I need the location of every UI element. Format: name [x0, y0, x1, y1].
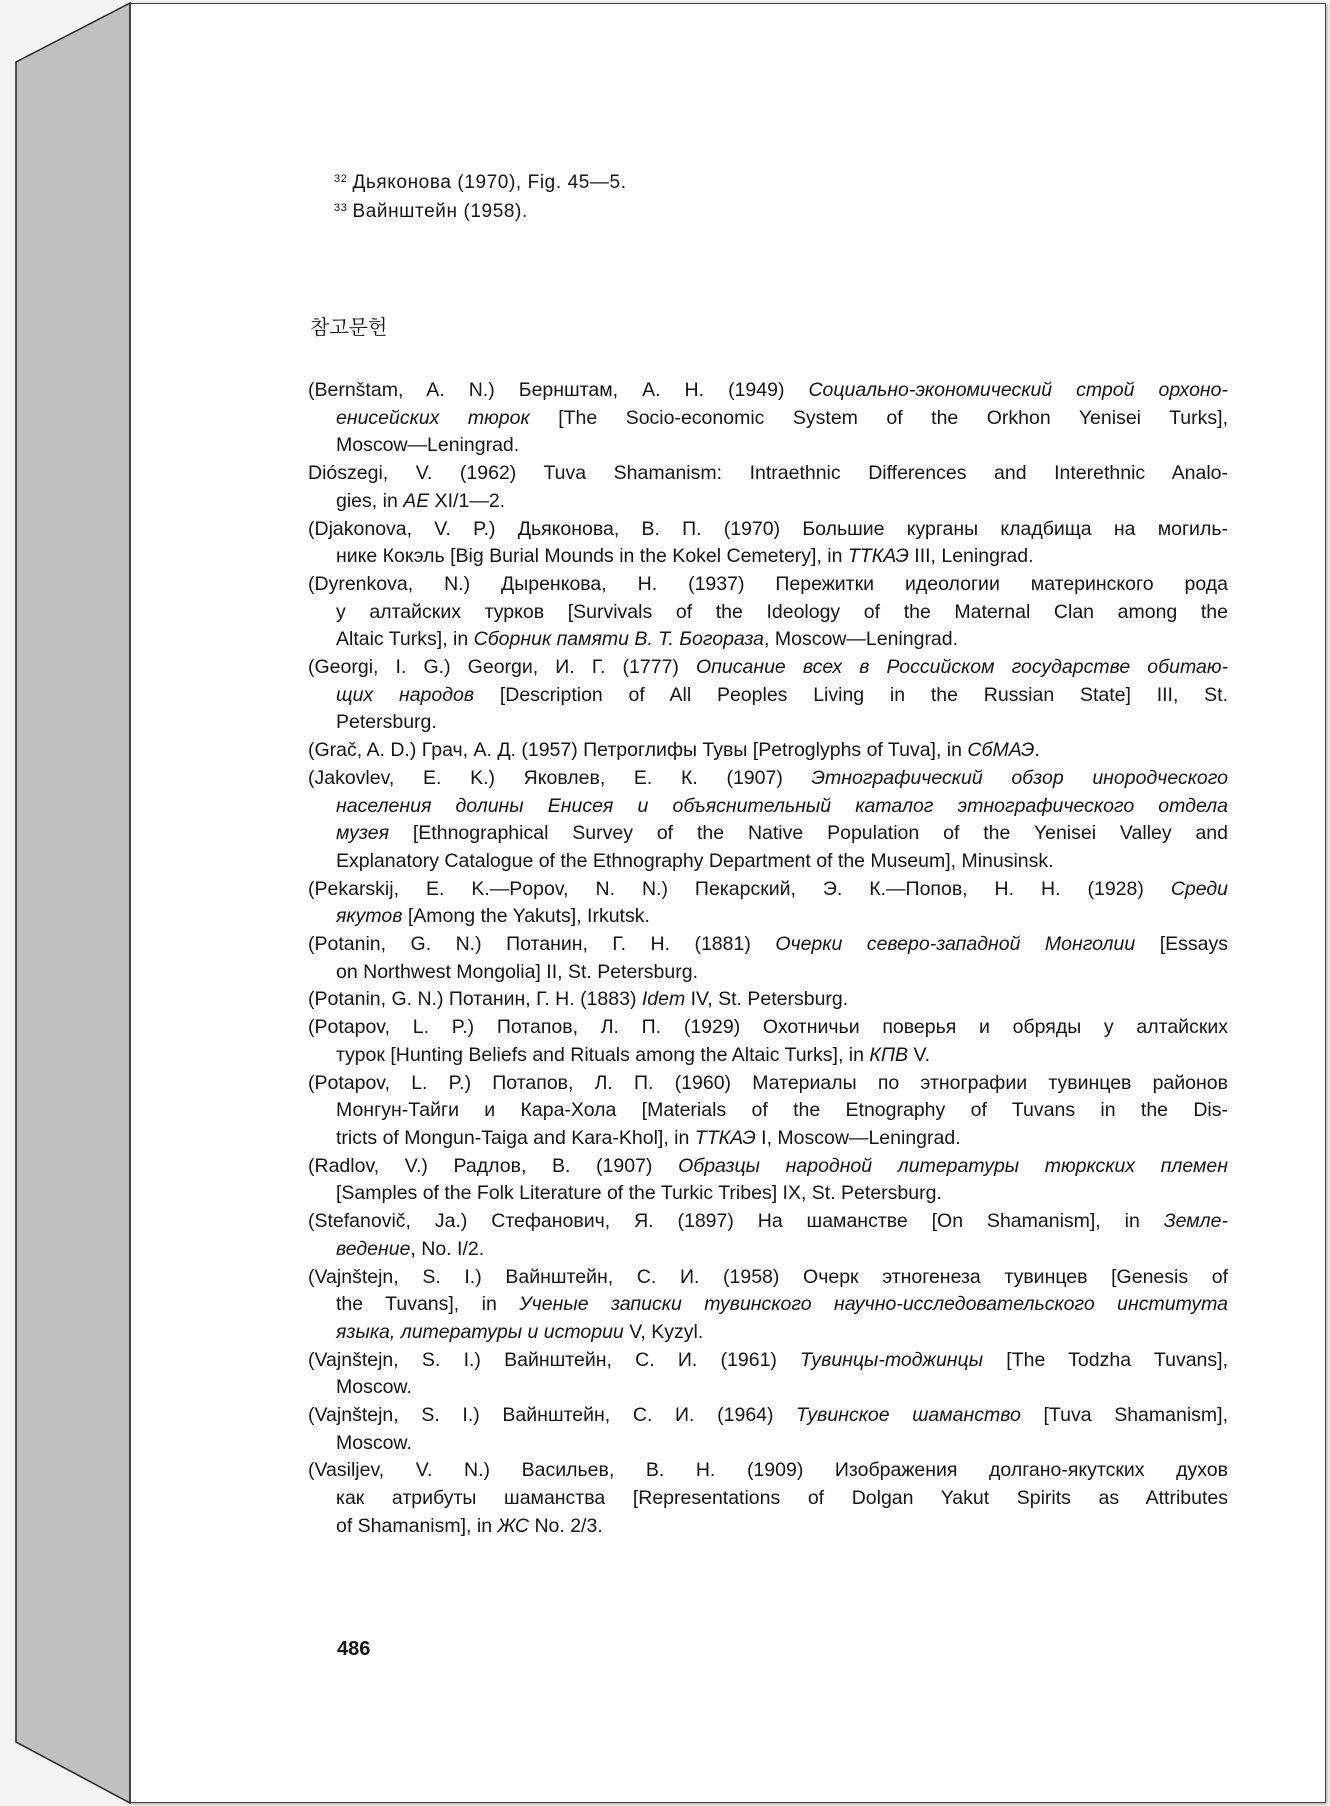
- reference-line: [308, 793, 1228, 821]
- italic-title-text: музея: [336, 822, 390, 845]
- reference-text: , Moscow—Leningrad.: [764, 628, 959, 651]
- reference-text: Diószegi, V. (1962) Tuva Shamanism: Intraethnic Differences and Interethnic Analo-: [308, 462, 1228, 485]
- italic-title-text: енисейских тюрок: [336, 406, 530, 429]
- reference-text: , No. I/2.: [410, 1237, 485, 1260]
- reference-line: [308, 1485, 1228, 1513]
- reference-line: [308, 543, 1228, 571]
- reference-text: (Pekarskij, E. K.—Popov, N. N.) Пекарский, Э. К.—Попов, Н. Н. (1928): [308, 877, 1171, 900]
- italic-title-text: Этнографический обзор инородческого: [811, 766, 1228, 789]
- reference-line: [308, 682, 1228, 710]
- reference-text: Petersburg.: [336, 711, 437, 734]
- reference-text: V, Kyzyl.: [623, 1320, 704, 1343]
- italic-title-text: ТТКАЭ: [694, 1126, 756, 1149]
- reference-line: [308, 1014, 1228, 1042]
- reference-line: [308, 599, 1228, 627]
- reference-entry: [308, 931, 1228, 986]
- italic-title-text: Тувинское шаманство: [796, 1404, 1021, 1427]
- reference-text: (Potanin, G. N.) Потанин, Г. Н. (1883): [308, 988, 642, 1011]
- reference-line: [308, 876, 1228, 904]
- reference-text: on Northwest Mongolia] II, St. Petersburg.: [336, 960, 699, 983]
- reference-text: Монгун-Тайги и Кара-Хола [Materials of the Etnography of Tuvans in the Dis-: [336, 1099, 1228, 1122]
- reference-text: IV, St. Petersburg.: [685, 988, 849, 1011]
- reference-text: Moscow.: [336, 1431, 412, 1454]
- reference-text: (Radlov, V.) Радлов, В. (1907): [308, 1154, 679, 1177]
- reference-text: как атрибуты шаманства [Representations of Dolgan Yakut Spirits as Attributes: [336, 1487, 1228, 1510]
- reference-entry: [308, 1347, 1228, 1402]
- reference-line: [308, 1070, 1228, 1098]
- footnote-number: 32: [334, 173, 348, 185]
- italic-title-text: щих народов: [336, 683, 475, 706]
- reference-line: [308, 1402, 1228, 1430]
- reference-text: (Potapov, L. P.) Потапов, Л. П. (1960) Материалы по этнографии тувинцев районов: [308, 1071, 1228, 1094]
- reference-entry: [308, 986, 1228, 1014]
- reference-text: Explanatory Catalogue of the Ethnography Department of the Museum], Minusinsk.: [336, 849, 1054, 872]
- reference-entry: [308, 1153, 1228, 1208]
- reference-line: [308, 516, 1228, 544]
- italic-title-text: КПВ: [869, 1043, 909, 1066]
- reference-line: [308, 737, 1228, 765]
- reference-line: [308, 571, 1228, 599]
- reference-line: [308, 848, 1228, 876]
- reference-line: [308, 1374, 1228, 1402]
- reference-text: Moscow—Leningrad.: [336, 434, 520, 457]
- reference-line: [308, 1430, 1228, 1458]
- reference-line: [308, 1264, 1228, 1292]
- italic-title-text: населения долины Енисея и объяснительный каталог этнографического отдела: [336, 794, 1228, 817]
- reference-text: [Essays: [1135, 933, 1229, 956]
- reference-line: [308, 1457, 1228, 1485]
- reference-line: [308, 1208, 1228, 1236]
- reference-text: (Potanin, G. N.) Потанин, Г. Н. (1881): [308, 933, 776, 956]
- reference-line: [308, 1319, 1228, 1347]
- reference-text: [Tuva Shamanism],: [1020, 1404, 1228, 1427]
- footnote-33: [334, 201, 528, 223]
- italic-title-text: Социально-экономический строй орхоно-: [808, 379, 1228, 401]
- italic-title-text: СбМАЭ: [967, 739, 1035, 762]
- reference-text: [Description of All Peoples Living in the Russian State] III, St.: [474, 683, 1228, 706]
- reference-text: (Vasiljev, V. N.) Васильев, В. Н. (1909) Изображения долгано-якутских духов: [308, 1459, 1228, 1482]
- reference-line: [308, 1236, 1228, 1264]
- reference-entry: [308, 765, 1228, 876]
- italic-title-text: языка, литературы и истории: [336, 1320, 624, 1343]
- italic-title-text: якутов: [336, 905, 403, 928]
- reference-text: (Djakonova, V. P.) Дьяконова, В. П. (1970) Большие курганы кладбища на могиль-: [308, 517, 1228, 540]
- reference-line: [308, 626, 1228, 654]
- italic-title-text: Idem: [641, 988, 686, 1011]
- footnote-32: [334, 172, 627, 194]
- reference-line: [308, 1291, 1228, 1319]
- reference-entry: [308, 1070, 1228, 1153]
- reference-text: турок [Hunting Beliefs and Rituals among the Altaic Turks], in: [336, 1043, 870, 1066]
- reference-text: (Bernštam, A. N.) Бернштам, А. Н. (1949): [308, 379, 809, 401]
- reference-line: [308, 1125, 1228, 1153]
- reference-text: (Vajnštejn, S. I.) Вайнштейн, С. И. (1961): [308, 1348, 801, 1371]
- reference-entry: [308, 1208, 1228, 1263]
- reference-line: [308, 377, 1228, 405]
- reference-list: [308, 377, 1228, 1541]
- italic-title-text: ЖС: [497, 1514, 530, 1537]
- reference-line: [308, 1347, 1228, 1375]
- reference-entry: [308, 654, 1228, 737]
- reference-line: [308, 709, 1228, 737]
- reference-text: [The Socio-economic System of the Orkhon Yenisei Turks],: [529, 406, 1228, 429]
- reference-line: [308, 488, 1228, 516]
- italic-title-text: Среди: [1170, 877, 1228, 900]
- italic-title-text: ведение: [336, 1237, 411, 1260]
- italic-title-text: Образцы народной литературы тюркских племен: [678, 1154, 1228, 1177]
- reference-line: [308, 1180, 1228, 1208]
- reference-line: [308, 931, 1228, 959]
- reference-text: [The Todzha Tuvans],: [983, 1348, 1228, 1371]
- page-number: 486: [337, 1638, 371, 1660]
- reference-text: (Jakovlev, E. K.) Яковлев, Е. К. (1907): [308, 766, 812, 789]
- reference-line: [308, 1042, 1228, 1070]
- italic-title-text: Ученые записки тувинского научно-исследовательского института: [519, 1293, 1228, 1316]
- reference-line: [308, 1513, 1228, 1541]
- reference-text: [Samples of the Folk Literature of the Turkic Tribes] IX, St. Petersburg.: [336, 1182, 942, 1205]
- reference-text: (Potapov, L. P.) Потапов, Л. П. (1929) Охотничьи поверья и обряды у алтайских: [308, 1016, 1228, 1039]
- reference-text: нике Кокэль [Big Burial Mounds in the Kokel Cemetery], in: [336, 545, 848, 568]
- reference-text: III, Leningrad.: [908, 545, 1034, 568]
- reference-text: XI/1—2.: [429, 489, 506, 512]
- reference-text: Altaic Turks], in: [336, 628, 474, 651]
- reference-line: [308, 405, 1228, 433]
- reference-line: [308, 986, 1228, 1014]
- reference-line: [308, 432, 1228, 460]
- footnote-text: Дьяконова (1970), Fig. 45—5.: [352, 172, 627, 193]
- italic-title-text: Тувинцы-тоджинцы: [800, 1348, 984, 1371]
- reference-entry: [308, 516, 1228, 571]
- reference-text: (Stefanovič, Ja.) Стефанович, Я. (1897) На шаманстве [On Shamanism], in: [308, 1210, 1164, 1233]
- reference-line: [308, 654, 1228, 682]
- footnote-number: 33: [334, 202, 348, 214]
- italic-title-text: Очерки северо-западной Монголии: [775, 933, 1136, 956]
- reference-entry: [308, 377, 1228, 460]
- reference-line: [308, 1097, 1228, 1125]
- reference-text: Moscow.: [336, 1376, 412, 1399]
- reference-text: (Dyrenkova, N.) Дыренкова, Н. (1937) Пережитки идеологии материнского рода: [308, 572, 1228, 595]
- reference-entry: [308, 1457, 1228, 1540]
- italic-title-text: ТТКАЭ: [847, 545, 909, 568]
- reference-text: No. 2/3.: [529, 1514, 603, 1537]
- reference-text: V.: [908, 1043, 931, 1066]
- reference-text: [Ethnographical Survey of the Native Population of the Yenisei Valley and: [389, 822, 1228, 845]
- italic-title-text: AE: [403, 489, 430, 512]
- reference-text: I, Moscow—Leningrad.: [755, 1126, 961, 1149]
- reference-text: (Vajnštejn, S. I.) Вайнштейн, С. И. (1964): [308, 1404, 797, 1427]
- reference-line: [308, 903, 1228, 931]
- italic-title-text: Описание всех в Российском государстве обитаю-: [696, 656, 1228, 679]
- reference-text: [Among the Yakuts], Irkutsk.: [402, 905, 650, 928]
- italic-title-text: Сборник памяти В. Т. Богораза: [473, 628, 765, 651]
- references-heading: 참고문헌: [310, 317, 388, 339]
- reference-line: [308, 959, 1228, 987]
- reference-line: [308, 765, 1228, 793]
- reference-text: the Tuvans], in: [336, 1293, 520, 1316]
- reference-line: [308, 1153, 1228, 1181]
- reference-line: [308, 820, 1228, 848]
- reference-text: tricts of Mongun-Taiga and Kara-Khol], in: [336, 1126, 695, 1149]
- reference-text: of Shamanism], in: [336, 1514, 498, 1537]
- reference-text: (Grač, A. D.) Грач, А. Д. (1957) Петроглифы Тувы [Petroglyphs of Tuva], in: [308, 739, 968, 762]
- reference-text: gies, in: [336, 489, 404, 512]
- reference-entry: [308, 737, 1228, 765]
- reference-entry: [308, 1402, 1228, 1457]
- reference-entry: [308, 1014, 1228, 1069]
- reference-text: (Georgi, I. G.) Georgи, И. Г. (1777): [308, 656, 697, 679]
- reference-text: (Vajnštejn, S. I.) Вайнштейн, С. И. (1958) Очерк этногенеза тувинцев [Genesis of: [308, 1265, 1228, 1288]
- reference-entry: [308, 571, 1228, 654]
- reference-entry: [308, 460, 1228, 515]
- reference-text: .: [1034, 739, 1040, 762]
- reference-entry: [308, 876, 1228, 931]
- reference-line: [308, 460, 1228, 488]
- reference-text: у алтайских турков [Survivals of the Ideology of the Maternal Clan among the: [336, 600, 1228, 623]
- reference-entry: [308, 1264, 1228, 1347]
- footnote-text: Вайнштейн (1958).: [352, 201, 528, 222]
- italic-title-text: Земле-: [1163, 1210, 1228, 1233]
